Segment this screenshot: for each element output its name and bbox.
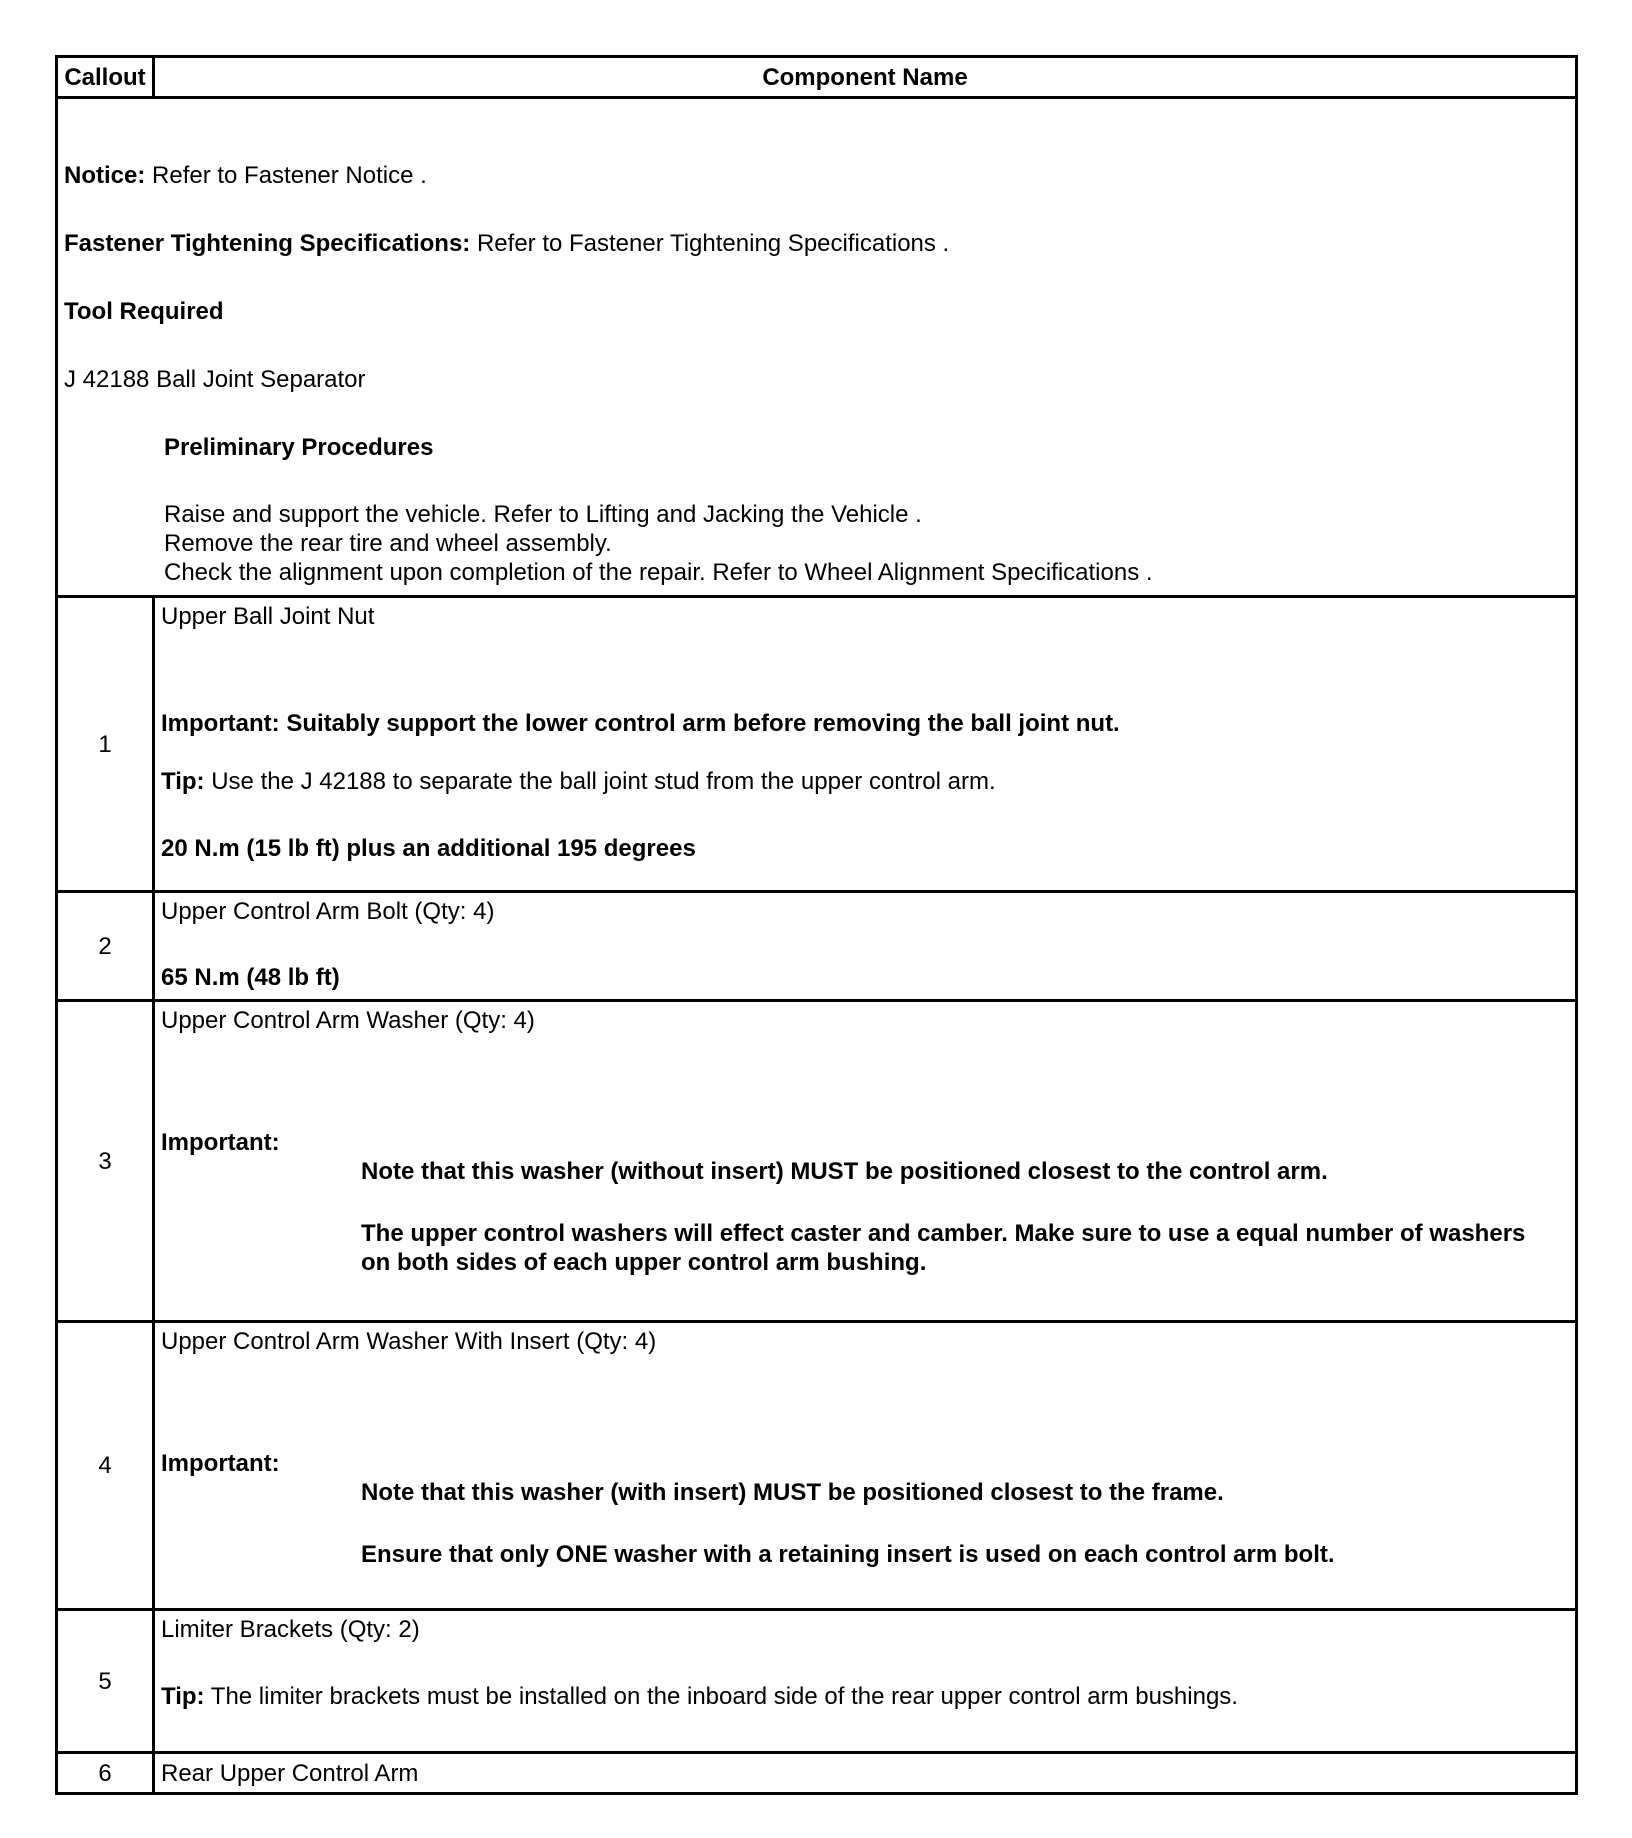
callout-number: 3 [57, 1001, 154, 1322]
intro-row [57, 98, 1577, 597]
component-name-header: Component Name [154, 57, 1577, 98]
component-cell [154, 597, 1577, 892]
important-label: Important: [161, 1450, 280, 1477]
important-note: Note that this washer (without insert) MUST be positioned closest to the control arm. [361, 1158, 1328, 1185]
important-note: Note that this washer (with insert) MUST be positioned closest to the frame. [361, 1479, 1224, 1506]
callout-number: 5 [57, 1610, 154, 1753]
prelim-step: Raise and support the vehicle. Refer to Lifting and Jacking the Vehicle . [164, 501, 922, 528]
component-name: Upper Ball Joint Nut [161, 603, 375, 630]
torque-spec: 65 N.m (48 lb ft) [161, 964, 340, 991]
component-name: Limiter Brackets (Qty: 2) [161, 1616, 420, 1643]
callout-header: Callout [57, 57, 154, 98]
component-cell [154, 892, 1577, 1001]
fastener-line [64, 229, 1569, 258]
table-row [57, 892, 1577, 1001]
component-name: Upper Control Arm Washer (Qty: 4) [161, 1007, 535, 1034]
component-cell [154, 1753, 1577, 1794]
table-row [57, 1322, 1577, 1610]
notice-text: Refer to Fastener Notice . [145, 162, 427, 189]
tip-label: Tip: [161, 1683, 205, 1710]
tip-line [161, 767, 1569, 796]
prelim-step: Remove the rear tire and wheel assembly. [164, 530, 612, 557]
component-name: Upper Control Arm Washer With Insert (Qty: 4) [161, 1328, 657, 1355]
header-row [57, 57, 1577, 98]
component-name: Rear Upper Control Arm [161, 1759, 419, 1787]
preliminary-procedures-heading: Preliminary Procedures [164, 434, 434, 461]
notice-line [64, 161, 1569, 190]
important-label: Important: [161, 1129, 280, 1156]
torque-spec: 20 N.m (15 lb ft) plus an additional 195 degrees [161, 835, 696, 862]
fastener-text: Refer to Fastener Tightening Specifications . [470, 230, 950, 257]
callout-number: 4 [57, 1322, 154, 1610]
prelim-step: Check the alignment upon completion of the repair. Refer to Wheel Alignment Specifications . [164, 559, 1153, 586]
component-cell [154, 1322, 1577, 1610]
component-name: Upper Control Arm Bolt (Qty: 4) [161, 898, 495, 925]
tip-label: Tip: [161, 768, 205, 795]
tool-required-heading: Tool Required [64, 298, 224, 325]
callout-number: 2 [57, 892, 154, 1001]
callout-number: 1 [57, 597, 154, 892]
component-table [55, 55, 1578, 1795]
fastener-label: Fastener Tightening Specifications: [64, 230, 471, 257]
important-note: Ensure that only ONE washer with a retaining insert is used on each control arm bolt. [361, 1541, 1335, 1568]
tip-line [161, 1682, 1569, 1711]
important-note: The upper control washers will effect caster and camber. Make sure to use a equal number of washers on both sides of each upper control arm bushing. [361, 1220, 1526, 1276]
component-cell [154, 1610, 1577, 1753]
notice-label: Notice: [64, 162, 146, 189]
important-note: Important: Suitably support the lower control arm before removing the ball joint nut. [161, 710, 1120, 737]
intro-cell [57, 98, 1577, 597]
tool-name: J 42188 Ball Joint Separator [64, 366, 366, 393]
table-row [57, 1610, 1577, 1753]
table-row [57, 597, 1577, 892]
callout-number: 6 [57, 1753, 154, 1794]
tip-text: The limiter brackets must be installed on the inboard side of the rear upper control arm bushings. [204, 1683, 1238, 1710]
table-row [57, 1001, 1577, 1322]
tip-text: Use the J 42188 to separate the ball joint stud from the upper control arm. [204, 768, 996, 795]
table-row [57, 1753, 1577, 1794]
component-cell [154, 1001, 1577, 1322]
